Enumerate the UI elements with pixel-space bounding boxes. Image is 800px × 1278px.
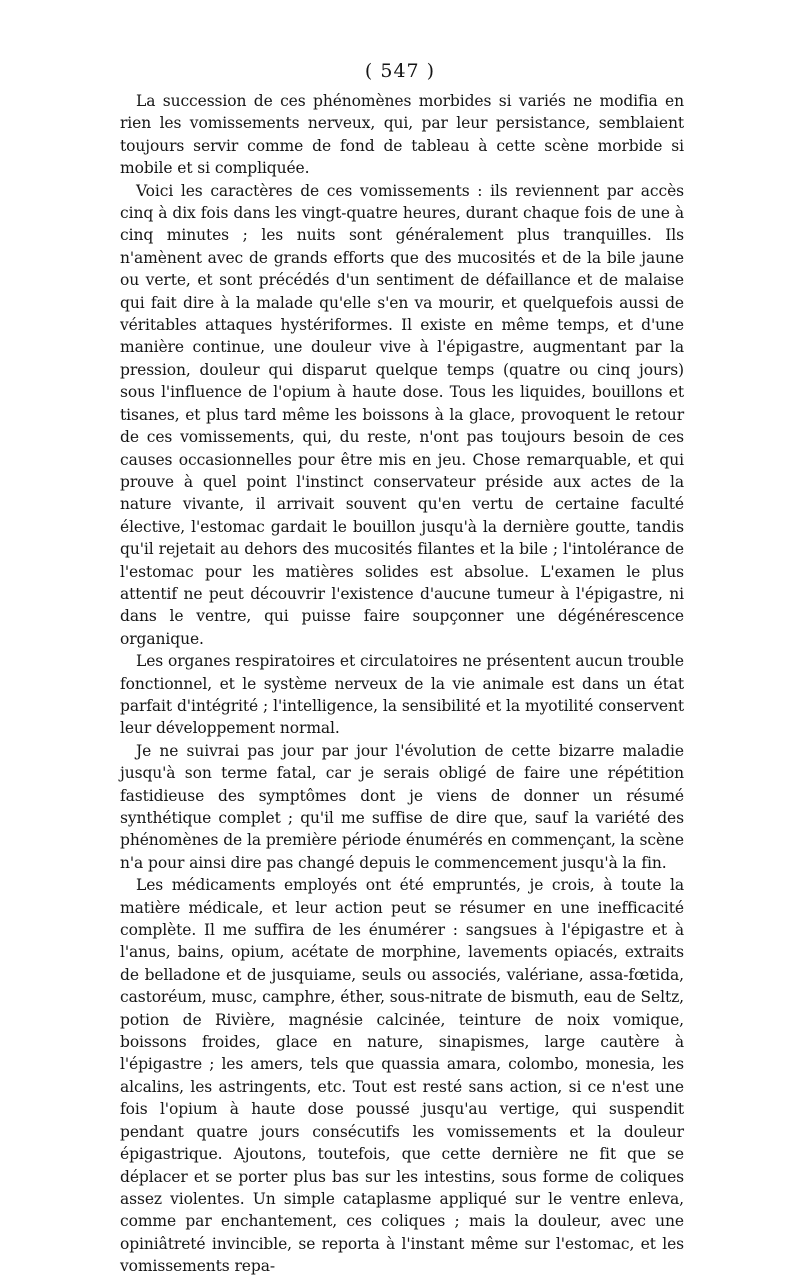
paragraph-succession: La succession de ces phénomènes morbides si variés ne modifia en rien les vomissements nerveux, qui, par leur persistance, semblaient toujours servir comme de fond de tableau à cette scène morbide si mobile et si compliquée. bbox=[120, 92, 684, 178]
paragraph-vomissements: Voici les caractères de ces vomissements : ils reviennent par accès cinq à dix fois dans les vingt-quatre heures, durant chaque fois de une à cinq minutes ; les nuits sont généralement plus tranquilles. Ils n'amènent avec de grands efforts que des mucosités et de la bile jaune ou verte, et sont précédés d'un sentiment de défaillance et de malaise qui fait dire à la malade qu'elle s'en va mourir, et quelquefois aussi de véritables attaques hystériformes. Il existe en même temps, et d'une manière continue, une douleur vive à l'épigastre, augmentant par la pression, douleur qui disparut quelque temps (quatre ou cinq jours) sous l'influence de l'opium à haute dose. Tous les liquides, bouillons et tisanes, et plus tard même les boissons à la glace, provoquent le retour de ces vomissements, qui, du reste, n'ont pas toujours besoin de ces causes occasionnelles pour être mis en jeu. Chose remarquable, et qui prouve à quel point l'instinct conservateur préside aux actes de la nature vivante, il arrivait souvent qu'en vertu de certaine faculté élective, l'estomac gardait le bouillon jusqu'à la dernière goutte, tandis qu'il rejetait au dehors des mucosités filantes et la bile ; l'intolérance de l'estomac pour les matières solides est absolue. L'examen le plus attentif ne peut découvrir l'existence d'aucune tumeur à l'épigastre, ni dans le ventre, qui puisse faire soupçonner une dégénérescence organique. bbox=[120, 181, 684, 648]
paragraph-evolution: Je ne suivrai pas jour par jour l'évolution de cette bizarre maladie jusqu'à son terme fatal, car je serais obligé de faire une répétition fastidieuse des symptômes dont je viens de donner un résumé synthétique complet ; qu'il me suffise de dire que, sauf la variété des phénomènes de la première période énumérés en commençant, la scène n'a pour ainsi dire pas changé depuis le commencement jusqu'à la fin. bbox=[120, 741, 684, 872]
paragraph-medicaments: Les médicaments employés ont été empruntés, je crois, à toute la matière médicale, et leur action peut se résumer en une inefficacité complète. Il me suffira de les énumérer : sangsues à l'épigastre et à l'anus, bains, opium, acétate de morphine, lavements opiacés, extraits de belladone et de jusquiame, seuls ou associés, valériane, assa-fœtida, castoréum, musc, camphre, éther, sous-nitrate de bismuth, eau de Seltz, potion de Rivière, magnésie calcinée, teinture de noix vomique, boissons froides, glace en nature, sinapismes, large cautère à l'épigastre ; les amers, tels que quassia amara, colombo, monesia, les alcalins, les astringents, etc. Tout est resté sans action, si ce n'est une fois l'opium à haute dose poussé jusqu'au vertige, qui suspendit pendant quatre jours consécutifs les vomissements et la douleur épigastrique. Ajoutons, toutefois, que cette dernière ne fit que se déplacer et se porter plus bas sur les intestins, sous forme de coliques assez violentes. Un simple cataplasme appliqué sur le ventre enleva, comme par enchantement, ces coliques ; mais la douleur, avec une opiniâtreté invincible, se reporta à l'instant même sur l'estomac, et les vomissements repa- bbox=[120, 876, 684, 1276]
page-number: ( 547 ) bbox=[364, 60, 436, 82]
paragraph-organes: Les organes respiratoires et circulatoires ne présentent aucun trouble fonctionnel, et le système nerveux de la vie animale est dans un état parfait d'intégrité ; l'intelligence, la sensibilité et la myotilité conservent leur développement normal. bbox=[120, 652, 684, 738]
body-text bbox=[120, 90, 684, 1278]
